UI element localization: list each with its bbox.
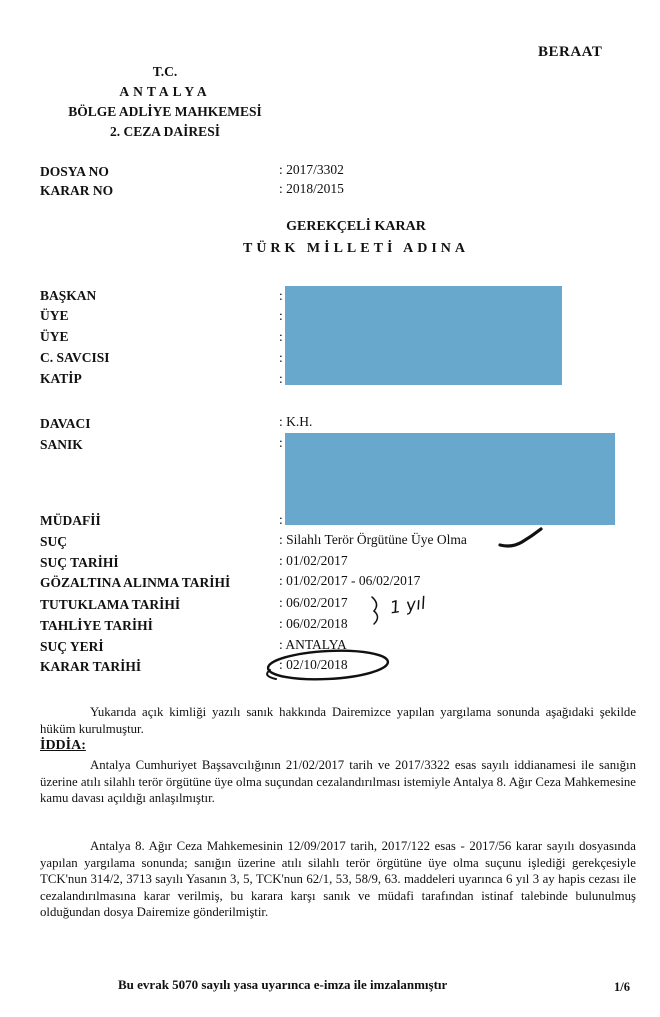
iddia-text-2: Antalya 8. Ağır Ceza Mahkemesinin 12/09/2017 tarih, 2017/122 esas - 2017/56 karar sayılı dosyasında yapılan yargılama sonunda; sanığın üzerine atılı silahlı terör örgütüne üye olma suçunu işlediği gerekçesiyle TCK'nun 314/2, 3713 sayılı Yasanın 3, 5, TCK'nun 62/1, 53, 58/9, 63. maddeleri uyarınca 6 yıl 3 ay hapis cezası ile cezalandırılmasına karar verilmiş, bu karara karşı sanık ve müdafi tarafından istinaf talebinde bulunulmuş olduğundan dosya Dairemize gönderilmiştir. xyxy=(40,839,636,919)
iddia-text-1: Antalya Cumhuriyet Başsavcılığının 21/02/2017 tarih ve 2017/3322 esas sayılı iddianamesi ile sanığın üzerine atılı silahlı terör örgütüne üye olma suçundan cezalandırılması istemiyle Antalya 8. Ağır Ceza Mahkemesine kamu davası açıldığı anlaşılmıştır. xyxy=(40,758,636,805)
savci-colon: : xyxy=(279,350,283,365)
baskan-colon: : xyxy=(279,288,283,303)
bracket-mark-icon xyxy=(372,597,378,624)
document-subtitle: TÜRK MİLLETİ ADINA xyxy=(242,241,470,256)
karar-tarihi-value: : 02/10/2018 xyxy=(279,657,348,672)
davaci-value: : K.H. xyxy=(279,414,313,429)
iddia-heading: İDDİA: xyxy=(40,738,86,753)
karar-tarihi-circle-tail-icon xyxy=(267,670,276,679)
suc-tarihi-label: SUÇ TARİHİ xyxy=(40,555,119,570)
uye1-colon: : xyxy=(279,308,283,323)
sanik-colon: : xyxy=(279,435,283,450)
suc-yeri-value: : ANTALYA xyxy=(279,637,347,652)
page-number: 1/6 xyxy=(614,980,630,994)
court-line-chamber: 2. CEZA DAİRESİ xyxy=(110,124,220,139)
karar-no-label: KARAR NO xyxy=(40,183,114,198)
karar-no-value: : 2018/2015 xyxy=(279,181,344,196)
mudafi-label: MÜDAFİİ xyxy=(40,513,101,528)
tahliye-value: : 06/02/2018 xyxy=(279,616,348,631)
panel-redaction-box xyxy=(285,286,562,385)
handwritten-note: 1 yıl xyxy=(388,593,427,619)
katip-colon: : xyxy=(279,371,283,386)
savci-label: C. SAVCISI xyxy=(40,350,110,365)
intro-text: Yukarıda açık kimliği yazılı sanık hakkında Dairemizce yapılan yargılama sonunda aşağıdaki şekilde hüküm kurulmuştur. xyxy=(40,705,636,736)
suc-check-mark-icon xyxy=(500,529,541,546)
uye2-colon: : xyxy=(279,329,283,344)
tutuklama-value: : 06/02/2017 xyxy=(279,595,348,610)
uye2-label: ÜYE xyxy=(40,329,69,344)
iddia-paragraph-1 xyxy=(40,757,636,807)
dosya-no-label: DOSYA NO xyxy=(40,164,109,179)
e-signature-note: Bu evrak 5070 sayılı yasa uyarınca e-imza ile imzalanmıştır xyxy=(118,977,448,992)
tahliye-label: TAHLİYE TARİHİ xyxy=(40,618,153,633)
karar-tarihi-label: KARAR TARİHİ xyxy=(40,659,142,674)
iddia-paragraph-2 xyxy=(40,838,636,921)
verdict-stamp: BERAAT xyxy=(538,44,603,60)
suc-value: : Silahlı Terör Örgütüne Üye Olma xyxy=(279,532,467,547)
baskan-label: BAŞKAN xyxy=(40,288,97,303)
davaci-label: DAVACI xyxy=(40,416,91,431)
court-line-name: BÖLGE ADLİYE MAHKEMESİ xyxy=(68,104,262,119)
court-line-city: ANTALYA xyxy=(119,84,211,99)
court-header xyxy=(40,62,290,142)
defendant-redaction-box xyxy=(285,433,615,525)
sanik-label: SANIK xyxy=(40,437,83,452)
suc-tarihi-value: : 01/02/2017 xyxy=(279,553,348,568)
court-line-tc: T.C. xyxy=(152,64,178,79)
gozaltina-value: : 01/02/2017 - 06/02/2017 xyxy=(279,573,421,588)
tutuklama-label: TUTUKLAMA TARİHİ xyxy=(40,597,181,612)
mudafi-value: : xyxy=(279,512,283,527)
document-title: GEREKÇELİ KARAR xyxy=(286,219,426,234)
uye1-label: ÜYE xyxy=(40,308,69,323)
suc-label: SUÇ xyxy=(40,534,68,549)
suc-yeri-label: SUÇ YERİ xyxy=(40,639,104,654)
intro-paragraph xyxy=(40,704,636,737)
katip-label: KATİP xyxy=(40,371,82,386)
gozaltina-label: GÖZALTINA ALINMA TARİHİ xyxy=(40,575,231,590)
dosya-no-value: : 2017/3302 xyxy=(279,162,344,177)
